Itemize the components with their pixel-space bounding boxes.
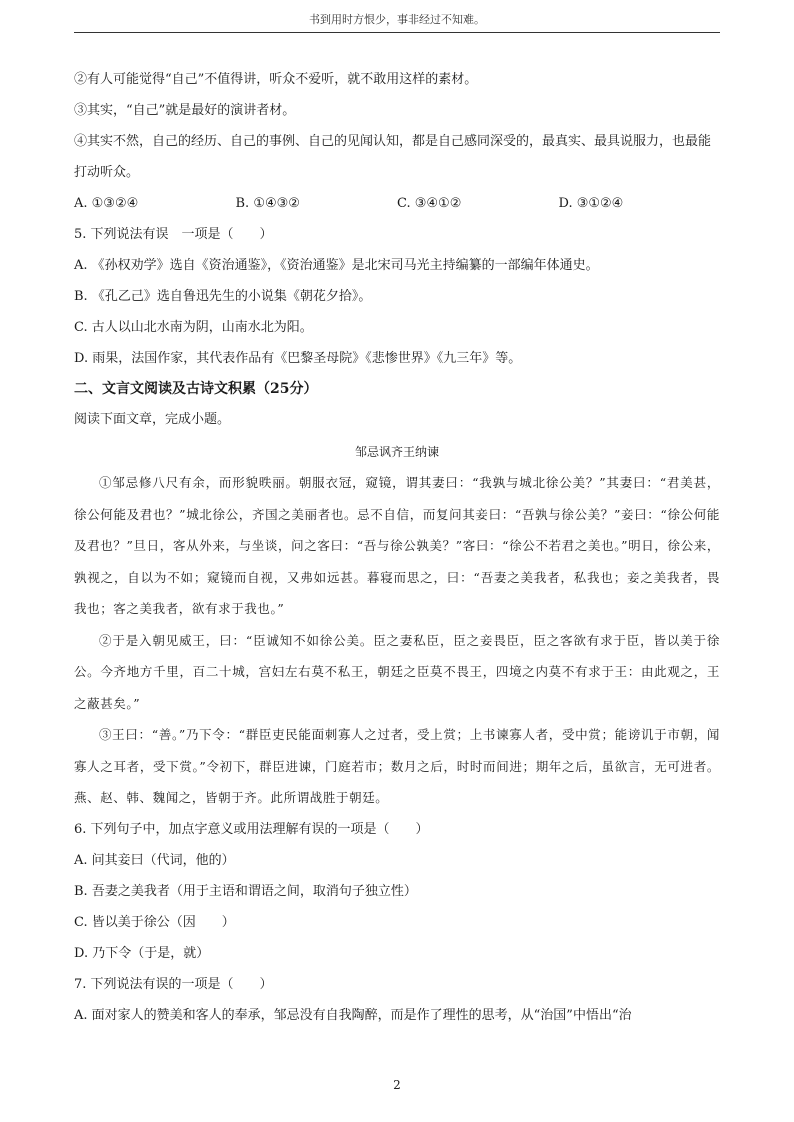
choice-a: A. ①③②④ — [74, 196, 139, 211]
page-content — [74, 64, 720, 1031]
q5-stem: 5. 下列说法有误 一项是（ ） — [74, 227, 273, 242]
choice-c: C. ③④①② — [397, 196, 462, 211]
q6-option-d: D. 乃下令（于是，就） — [74, 945, 210, 961]
q6-option-c: C. 皆以美于徐公（因 ） — [74, 914, 235, 930]
q4-choices — [74, 188, 720, 219]
q5-option-a: A. 《孙权劝学》选自《资治通鉴》，《资治通鉴》是北宋司马光主持编纂的一部编年体通史。 — [74, 258, 599, 273]
page-number: 2 — [393, 1078, 401, 1092]
sentence-4: ④其实不然，自己的经历、自己的事例、自己的见闻认知，都是自己感同深受的，最真实、最具说服力，也最能打动听众。 — [74, 134, 712, 180]
q5-option-c: C. 古人以山北水南为阴，山南水北为阳。 — [74, 320, 313, 335]
q7-stem: 7. 下列说法有误的一项是（ ） — [74, 976, 273, 992]
header-divider — [74, 32, 720, 33]
page-header: 书到用时方恨少，事非经过不知难。 — [309, 13, 485, 26]
article-paragraph-2: ②于是入朝见威王，曰：“臣诚知不如徐公美。臣之妻私臣，臣之妾畏臣，臣之客欲有求于臣，皆以美于徐公。今齐地方千里，百二十城，宫妇左右莫不私王，朝廷之臣莫不畏王，四境之内莫不有求于王：由此观之，王之蔽甚矣。” — [74, 632, 720, 711]
choice-d: D. ③①②④ — [558, 196, 624, 211]
q5-option-d: D. 雨果，法国作家，其代表作品有《巴黎圣母院》《悲惨世界》《九三年》等。 — [74, 351, 522, 366]
sentence-3: ③其实，“自己”就是最好的演讲者材。 — [74, 103, 296, 118]
choice-b: B. ①④③② — [235, 196, 300, 211]
section-2-instruction: 阅读下面文章，完成小题。 — [74, 412, 231, 427]
section-2-title: 二、文言文阅读及古诗文积累（25分） — [74, 381, 318, 397]
q6-stem: 6. 下列句子中，加点字意义或用法理解有误的一项是（ ） — [74, 821, 429, 837]
article-paragraph-3: ③王曰：“善。”乃下令：“群臣吏民能面刺寡人之过者，受上赏；上书谏寡人者，受中赏；能谤讥于市朝，闻寡人之耳者，受下赏。”令初下，群臣进谏，门庭若市；数月之后，时时而间进；期年之后，虽欲言，无可进者。燕、赵、韩、魏闻之，皆朝于齐。此所谓战胜于朝廷。 — [74, 727, 720, 805]
q5-option-b: B. 《孔乙己》选自鲁迅先生的小说集《朝花夕拾》。 — [74, 289, 372, 304]
article-title: 邹忌讽齐王纳谏 — [354, 445, 439, 459]
sentence-2: ②有人可能觉得“自己”不值得讲，听众不爱听，就不敢用这样的素材。 — [74, 72, 478, 87]
q7-option-a: A. 面对家人的赞美和客人的奉承，邹忌没有自我陶醉，而是作了理性的思考，从“治国”中悟出“治 — [74, 1007, 632, 1023]
q6-option-b: B. 吾妻之美我者（用于主语和谓语之间，取消句子独立性） — [74, 883, 417, 899]
article-paragraph-1: ①邹忌修八尺有余，而形貌昳丽。朝服衣冠，窥镜，谓其妻曰：“我孰与城北徐公美？”其妻曰：“君美甚，徐公何能及君也？”城北徐公，齐国之美丽者也。忌不自信，而复问其妾曰：“吾孰与徐公美？”妾曰：“徐公何能及君也？”旦日，客从外来，与坐谈，问之客曰：“吾与徐公孰美？”客曰：“徐公不若君之美也。”明日，徐公来，孰视之，自以为不如；窥镜而自视，又弗如远甚。暮寝而思之，曰：“吾妻之美我者，私我也；妾之美我者，畏我也；客之美我者，欲有求于我也。” — [74, 475, 720, 616]
q6-option-a: A. 问其妾曰（代词，他的） — [74, 852, 235, 868]
